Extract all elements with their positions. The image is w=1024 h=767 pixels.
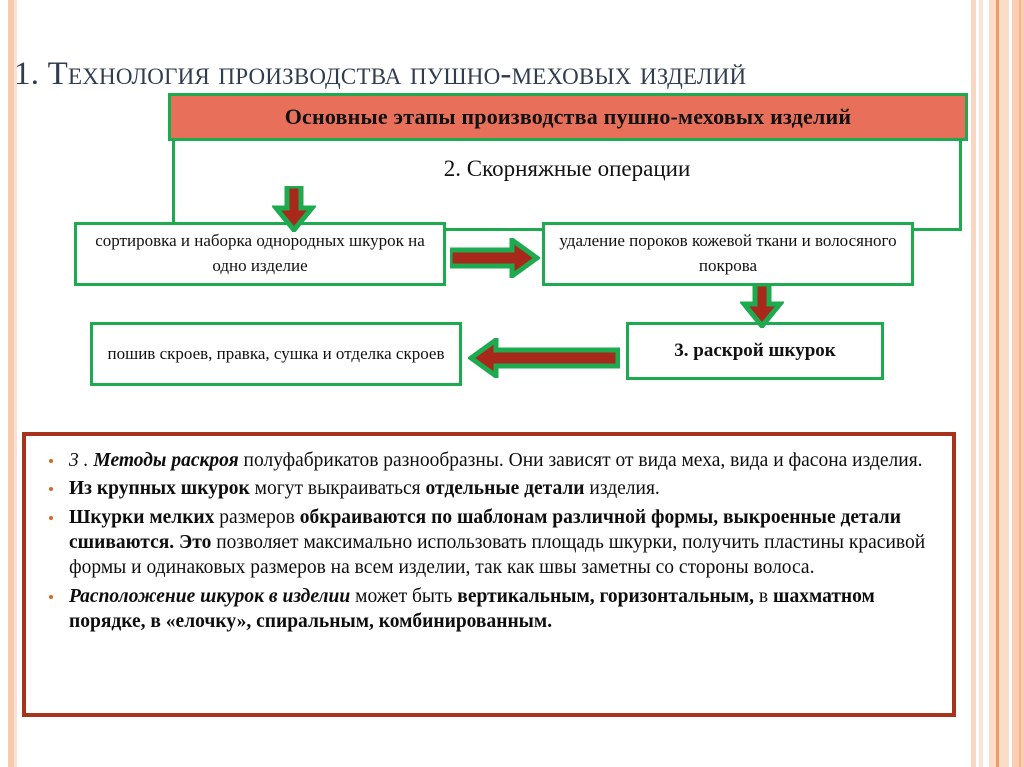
bullet-text-run: Методы раскроя (93, 450, 239, 471)
arrow-down-icon-banner-to-sorting (272, 186, 316, 232)
bullet-text-run: размеров (214, 506, 300, 528)
bullet-item-small-pelts (36, 505, 936, 581)
slide-title: 1. Технология производства пушно-меховых изделий (14, 56, 747, 92)
bullet-text-run: Шкурки мелких (69, 506, 215, 528)
bullet-text-run: изделия. (584, 478, 660, 500)
bullet-item-placement (36, 584, 936, 635)
diagram-header-banner (168, 93, 968, 141)
section-label: 2. Скорняжные операции (443, 156, 691, 181)
bullet-item-methods (36, 448, 936, 473)
node-sewing: пошив скроев, правка, сушка и отделка скроев (90, 322, 462, 386)
bullet-text-run: шахматном порядке, в «елочку», спиральным, комбинированным. (69, 585, 875, 633)
body-text-box (22, 432, 956, 717)
bullet-text-run: отдельные детали (425, 478, 585, 500)
diagram-header-label: Основные этапы производства пушно-меховых изделий (284, 104, 852, 129)
bullet-text-run: 3 . (69, 450, 94, 471)
bullet-text-run: в (754, 585, 773, 607)
bullet-text-run: полуфабрикатов разнообразны. Они зависят от вида меха, вида и фасона изделия. (238, 450, 923, 471)
bullet-item-large-pelts (36, 476, 936, 501)
bullet-list (36, 448, 936, 634)
node-defect-removal: удаление пороков кожевой ткани и волосяного покрова (542, 222, 914, 286)
node-cutting: 3. раскрой шкурок (626, 322, 884, 380)
bullet-text-run: Из крупных шкурок (69, 478, 250, 500)
arrow-down-icon-defects-to-cutting (740, 284, 784, 328)
bullet-text-run: вертикальным, горизонтальным, (457, 585, 755, 607)
bullet-text-run: обкраиваются по шаблонам различной формы, выкроенные детали сшиваются. Это (69, 506, 901, 554)
bullet-text-run: могут выкраиваться (249, 478, 426, 500)
bullet-text-run: Расположение шкурок в изделии (69, 585, 351, 607)
node-sorting: сортировка и наборка однородных шкурок на одно изделие (74, 222, 446, 286)
bullet-text-run: позволяет максимально использовать площадь шкурки, получить пластины красивой формы и одинаковых размеров на всем изделии, так как швы заметны со стороны волоса. (69, 532, 926, 579)
arrow-right-icon-sorting-to-defects (450, 238, 540, 278)
arrow-left-icon-cutting-to-sewing (468, 338, 620, 378)
bullet-text-run: может быть (350, 585, 458, 607)
